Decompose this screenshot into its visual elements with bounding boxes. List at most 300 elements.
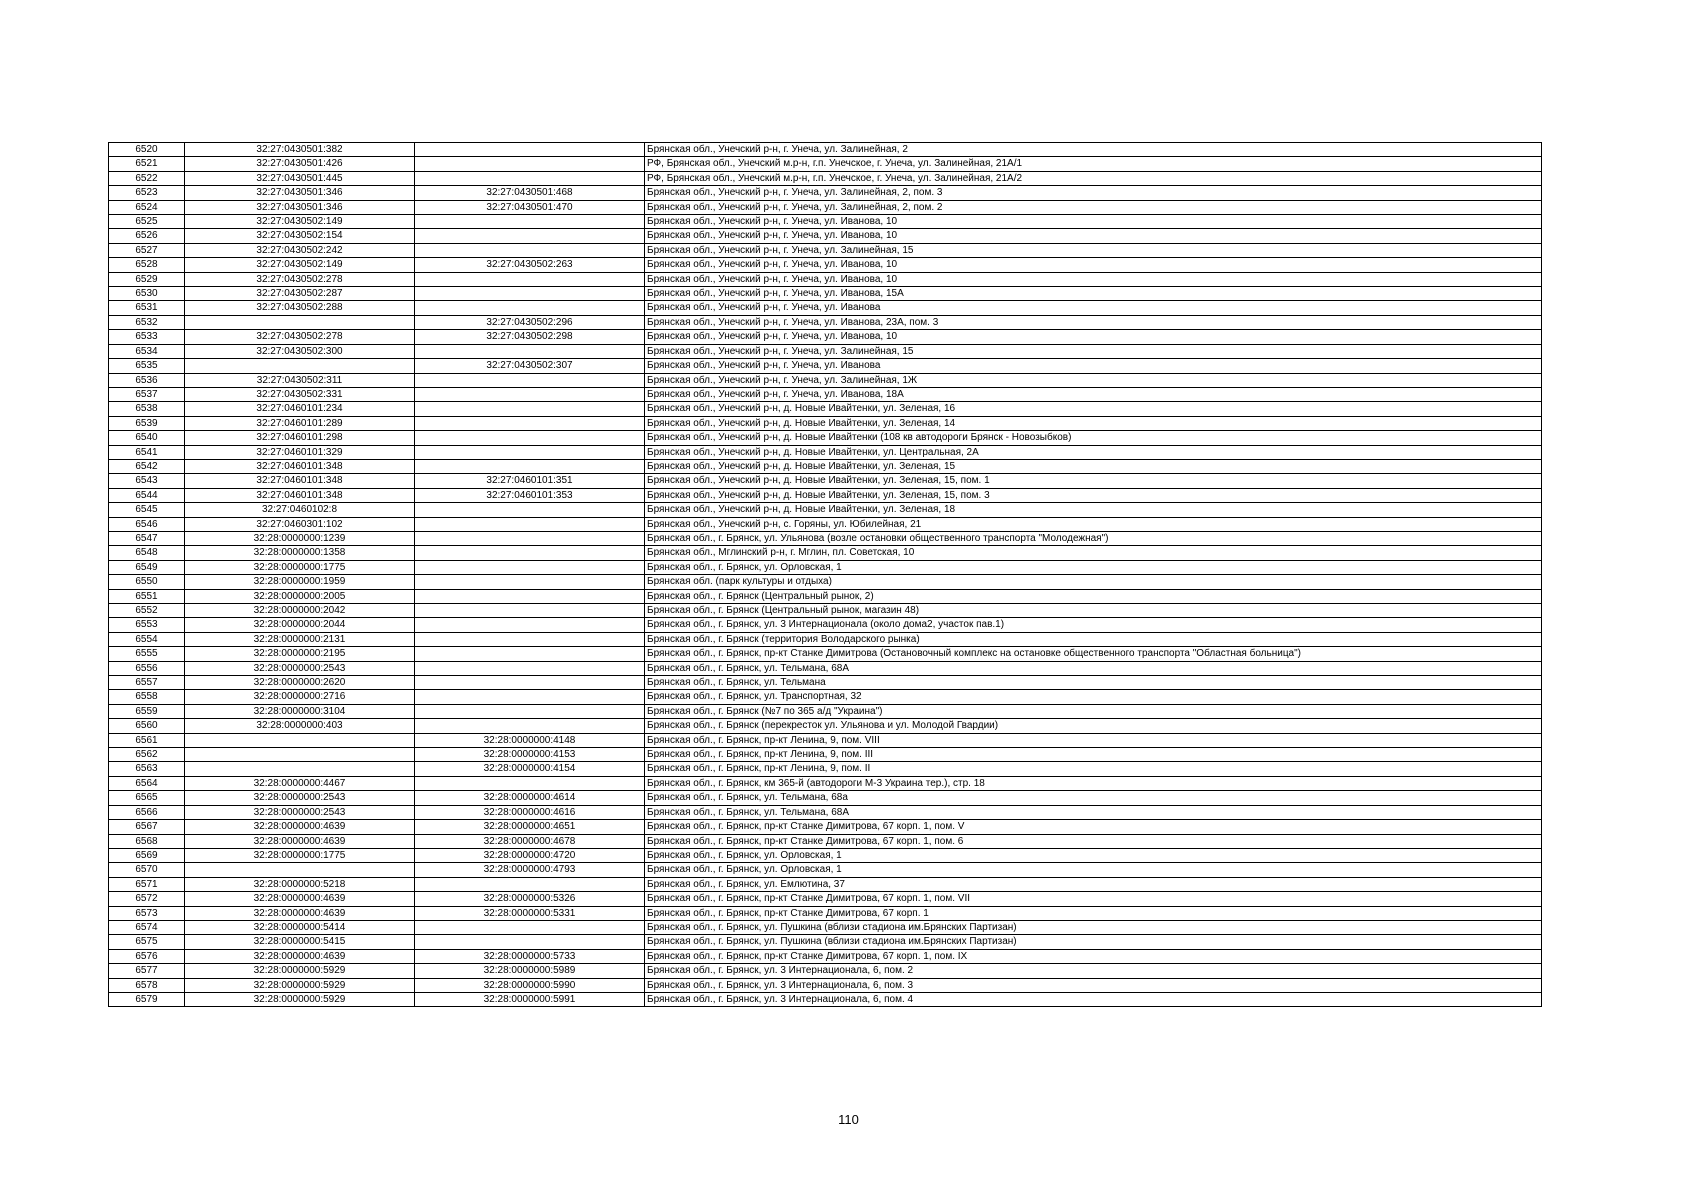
address-cell: Брянская обл., г. Брянск, ул. 3 Интернационала, 6, пом. 3 (645, 978, 1542, 992)
object-number-cell: 32:28:0000000:5326 (415, 892, 645, 906)
object-number-cell: 32:27:0460101:351 (415, 474, 645, 488)
row-number-cell: 6577 (109, 964, 185, 978)
cadastral-number-cell: 32:27:0460101:234 (185, 402, 415, 416)
cadastral-number-cell: 32:27:0430502:331 (185, 387, 415, 401)
row-number-cell: 6534 (109, 344, 185, 358)
address-cell: Брянская обл., Унечский р-н, д. Новые Ивайтенки, ул. Зеленая, 16 (645, 402, 1542, 416)
table-row (109, 618, 1542, 632)
object-number-cell (415, 531, 645, 545)
address-cell: РФ, Брянская обл., Унечский м.р-н, г.п. Унечское, г. Унеча, ул. Залинейная, 21А/2 (645, 171, 1542, 185)
object-number-cell (415, 920, 645, 934)
row-number-cell: 6524 (109, 200, 185, 214)
cadastral-number-cell (185, 762, 415, 776)
address-cell: Брянская обл., г. Брянск, ул. Тельмана (645, 676, 1542, 690)
row-number-cell: 6560 (109, 719, 185, 733)
object-number-cell: 32:28:0000000:4148 (415, 733, 645, 747)
row-number-cell: 6574 (109, 920, 185, 934)
row-number-cell: 6530 (109, 287, 185, 301)
object-number-cell (415, 445, 645, 459)
table-row (109, 848, 1542, 862)
row-number-cell: 6531 (109, 301, 185, 315)
cadastral-number-cell: 32:27:0460101:298 (185, 431, 415, 445)
table-row (109, 647, 1542, 661)
object-number-cell: 32:28:0000000:5331 (415, 906, 645, 920)
address-cell: Брянская обл., Унечский р-н, г. Унеча, ул. Залинейная, 1Ж (645, 373, 1542, 387)
object-number-cell (415, 877, 645, 891)
row-number-cell: 6545 (109, 503, 185, 517)
object-number-cell: 32:28:0000000:4651 (415, 820, 645, 834)
address-cell: Брянская обл., г. Брянск, ул. Тельмана, 68а (645, 791, 1542, 805)
cadastral-number-cell: 32:28:0000000:5218 (185, 877, 415, 891)
row-number-cell: 6547 (109, 531, 185, 545)
property-table (108, 142, 1542, 1007)
object-number-cell (415, 661, 645, 675)
table-row (109, 387, 1542, 401)
row-number-cell: 6575 (109, 935, 185, 949)
table-row (109, 243, 1542, 257)
cadastral-number-cell (185, 733, 415, 747)
table-row (109, 575, 1542, 589)
table-row (109, 373, 1542, 387)
row-number-cell: 6522 (109, 171, 185, 185)
row-number-cell: 6554 (109, 632, 185, 646)
table-row (109, 964, 1542, 978)
row-number-cell: 6571 (109, 877, 185, 891)
table-row (109, 719, 1542, 733)
table-row (109, 215, 1542, 229)
table-row (109, 560, 1542, 574)
cadastral-number-cell (185, 359, 415, 373)
address-cell: Брянская обл., г. Брянск, ул. Орловская, 1 (645, 848, 1542, 862)
cadastral-number-cell: 32:28:0000000:1358 (185, 546, 415, 560)
address-cell: Брянская обл. (парк культуры и отдыха) (645, 575, 1542, 589)
cadastral-number-cell: 32:28:0000000:2044 (185, 618, 415, 632)
object-number-cell: 32:28:0000000:4793 (415, 863, 645, 877)
cadastral-number-cell: 32:27:0430501:346 (185, 200, 415, 214)
object-number-cell (415, 373, 645, 387)
address-cell: Брянская обл., Мглинский р-н, г. Мглин, пл. Советская, 10 (645, 546, 1542, 560)
table-row (109, 589, 1542, 603)
address-cell: Брянская обл., г. Брянск, ул. Транспортная, 32 (645, 690, 1542, 704)
cadastral-number-cell: 32:28:0000000:5415 (185, 935, 415, 949)
table-row (109, 676, 1542, 690)
address-cell: Брянская обл., Унечский р-н, г. Унеча, ул. Иванова (645, 301, 1542, 315)
address-cell: Брянская обл., г. Брянск, ул. 3 Интернационала (около дома2, участок пав.1) (645, 618, 1542, 632)
object-number-cell: 32:28:0000000:4616 (415, 805, 645, 819)
object-number-cell: 32:28:0000000:4614 (415, 791, 645, 805)
cadastral-number-cell: 32:27:0430502:287 (185, 287, 415, 301)
object-number-cell (415, 647, 645, 661)
table-row (109, 143, 1542, 157)
row-number-cell: 6520 (109, 143, 185, 157)
cadastral-number-cell: 32:27:0430502:311 (185, 373, 415, 387)
row-number-cell: 6542 (109, 459, 185, 473)
address-cell: Брянская обл., г. Брянск, ул. Пушкина (вблизи стадиона им.Брянских Партизан) (645, 920, 1542, 934)
address-cell: Брянская обл., Унечский р-н, г. Унеча, ул. Иванова, 10 (645, 229, 1542, 243)
table-row (109, 258, 1542, 272)
object-number-cell (415, 690, 645, 704)
table-row (109, 402, 1542, 416)
object-number-cell (415, 459, 645, 473)
object-number-cell: 32:27:0430501:470 (415, 200, 645, 214)
object-number-cell (415, 776, 645, 790)
table-row (109, 978, 1542, 992)
row-number-cell: 6532 (109, 315, 185, 329)
row-number-cell: 6565 (109, 791, 185, 805)
table-row (109, 892, 1542, 906)
object-number-cell: 32:27:0430501:468 (415, 186, 645, 200)
table-row (109, 301, 1542, 315)
object-number-cell: 32:28:0000000:5991 (415, 992, 645, 1006)
cadastral-number-cell: 32:27:0460101:329 (185, 445, 415, 459)
cadastral-number-cell: 32:28:0000000:5929 (185, 978, 415, 992)
cadastral-number-cell: 32:28:0000000:5929 (185, 964, 415, 978)
cadastral-number-cell: 32:28:0000000:2042 (185, 604, 415, 618)
address-cell: Брянская обл., Унечский р-н, д. Новые Ивайтенки, ул. Зеленая, 14 (645, 416, 1542, 430)
row-number-cell: 6555 (109, 647, 185, 661)
row-number-cell: 6521 (109, 157, 185, 171)
cadastral-number-cell (185, 315, 415, 329)
cadastral-number-cell: 32:27:0430502:300 (185, 344, 415, 358)
table-row (109, 820, 1542, 834)
cadastral-number-cell: 32:28:0000000:1775 (185, 848, 415, 862)
address-cell: Брянская обл., Унечский р-н, г. Унеча, ул. Иванова, 10 (645, 215, 1542, 229)
object-number-cell: 32:28:0000000:4678 (415, 834, 645, 848)
row-number-cell: 6539 (109, 416, 185, 430)
cadastral-number-cell: 32:28:0000000:2620 (185, 676, 415, 690)
cadastral-number-cell: 32:28:0000000:2195 (185, 647, 415, 661)
object-number-cell (415, 143, 645, 157)
cadastral-number-cell: 32:27:0430502:149 (185, 258, 415, 272)
object-number-cell (415, 301, 645, 315)
table-row (109, 531, 1542, 545)
table-row (109, 416, 1542, 430)
address-cell: Брянская обл., Унечский р-н, д. Новые Ивайтенки, ул. Зеленая, 15, пом. 3 (645, 488, 1542, 502)
row-number-cell: 6564 (109, 776, 185, 790)
object-number-cell (415, 171, 645, 185)
row-number-cell: 6548 (109, 546, 185, 560)
address-cell: Брянская обл., г. Брянск, пр-кт Ленина, 9, пом. VIII (645, 733, 1542, 747)
table-row (109, 805, 1542, 819)
object-number-cell: 32:27:0430502:263 (415, 258, 645, 272)
object-number-cell (415, 402, 645, 416)
table-row (109, 272, 1542, 286)
cadastral-number-cell: 32:27:0460101:348 (185, 474, 415, 488)
table-row (109, 186, 1542, 200)
address-cell: Брянская обл., г. Брянск, пр-кт Ленина, 9, пом. II (645, 762, 1542, 776)
row-number-cell: 6528 (109, 258, 185, 272)
object-number-cell: 32:28:0000000:4720 (415, 848, 645, 862)
object-number-cell (415, 719, 645, 733)
cadastral-number-cell: 32:27:0430501:346 (185, 186, 415, 200)
table-row (109, 632, 1542, 646)
table-row (109, 920, 1542, 934)
address-cell: Брянская обл., г. Брянск, ул. Ульянова (возле остановки общественного транспорта "Молодежная") (645, 531, 1542, 545)
cadastral-number-cell: 32:27:0430502:278 (185, 272, 415, 286)
cadastral-number-cell: 32:27:0430501:426 (185, 157, 415, 171)
address-cell: Брянская обл., г. Брянск, пр-кт Станке Димитрова, 67 корп. 1 (645, 906, 1542, 920)
table-row (109, 776, 1542, 790)
object-number-cell (415, 704, 645, 718)
row-number-cell: 6540 (109, 431, 185, 445)
address-cell: Брянская обл., г. Брянск (Центральный рынок, магазин 48) (645, 604, 1542, 618)
page-number: 110 (838, 1112, 859, 1127)
address-cell: Брянская обл., г. Брянск, км 365-й (автодороги М-3 Украина тер.), стр. 18 (645, 776, 1542, 790)
row-number-cell: 6563 (109, 762, 185, 776)
table-row (109, 431, 1542, 445)
address-cell: Брянская обл., Унечский р-н, г. Унеча, ул. Залинейная, 2 (645, 143, 1542, 157)
row-number-cell: 6533 (109, 330, 185, 344)
cadastral-number-cell: 32:27:0430502:242 (185, 243, 415, 257)
object-number-cell (415, 387, 645, 401)
table-row (109, 229, 1542, 243)
object-number-cell: 32:28:0000000:5990 (415, 978, 645, 992)
cadastral-number-cell: 32:28:0000000:2005 (185, 589, 415, 603)
cadastral-number-cell: 32:28:0000000:1959 (185, 575, 415, 589)
table-row (109, 157, 1542, 171)
table-row (109, 762, 1542, 776)
cadastral-number-cell: 32:28:0000000:4639 (185, 949, 415, 963)
cadastral-number-cell: 32:28:0000000:1239 (185, 531, 415, 545)
address-cell: Брянская обл., Унечский р-н, г. Унеча, ул. Залинейная, 15 (645, 243, 1542, 257)
row-number-cell: 6541 (109, 445, 185, 459)
address-cell: Брянская обл., г. Брянск, пр-кт Ленина, 9, пом. III (645, 748, 1542, 762)
row-number-cell: 6551 (109, 589, 185, 603)
cadastral-number-cell: 32:28:0000000:2543 (185, 661, 415, 675)
cadastral-number-cell: 32:28:0000000:1775 (185, 560, 415, 574)
cadastral-number-cell: 32:28:0000000:4639 (185, 820, 415, 834)
cadastral-number-cell: 32:27:0430502:278 (185, 330, 415, 344)
table-row (109, 315, 1542, 329)
cadastral-number-cell: 32:28:0000000:4639 (185, 906, 415, 920)
cadastral-number-cell (185, 863, 415, 877)
object-number-cell (415, 344, 645, 358)
cadastral-number-cell: 32:27:0460102:8 (185, 503, 415, 517)
row-number-cell: 6538 (109, 402, 185, 416)
table-row (109, 171, 1542, 185)
row-number-cell: 6556 (109, 661, 185, 675)
cadastral-number-cell: 32:27:0460301:102 (185, 517, 415, 531)
cadastral-number-cell: 32:28:0000000:2543 (185, 791, 415, 805)
cadastral-number-cell: 32:27:0430502:288 (185, 301, 415, 315)
table-row (109, 661, 1542, 675)
address-cell: Брянская обл., г. Брянск (№7 по 365 а/д "Украина") (645, 704, 1542, 718)
object-number-cell: 32:27:0460101:353 (415, 488, 645, 502)
table-row (109, 359, 1542, 373)
address-cell: Брянская обл., Унечский р-н, д. Новые Ивайтенки, ул. Центральная, 2А (645, 445, 1542, 459)
cadastral-number-cell: 32:27:0430501:382 (185, 143, 415, 157)
object-number-cell (415, 287, 645, 301)
row-number-cell: 6546 (109, 517, 185, 531)
row-number-cell: 6523 (109, 186, 185, 200)
table-row (109, 690, 1542, 704)
address-cell: Брянская обл., Унечский р-н, г. Унеча, ул. Залинейная, 2, пом. 3 (645, 186, 1542, 200)
object-number-cell (415, 157, 645, 171)
cadastral-number-cell: 32:27:0460101:348 (185, 459, 415, 473)
address-cell: Брянская обл., г. Брянск, ул. Тельмана, 68А (645, 805, 1542, 819)
cadastral-number-cell: 32:28:0000000:4467 (185, 776, 415, 790)
object-number-cell (415, 935, 645, 949)
table-row (109, 503, 1542, 517)
table-row (109, 992, 1542, 1006)
object-number-cell: 32:27:0430502:298 (415, 330, 645, 344)
table-row (109, 748, 1542, 762)
object-number-cell (415, 243, 645, 257)
address-cell: Брянская обл., Унечский р-н, г. Унеча, ул. Залинейная, 15 (645, 344, 1542, 358)
address-cell: Брянская обл., Унечский р-н, с. Горяны, ул. Юбилейная, 21 (645, 517, 1542, 531)
address-cell: Брянская обл., Унечский р-н, д. Новые Ивайтенки (108 кв автодороги Брянск - Новозыбков) (645, 431, 1542, 445)
address-cell: Брянская обл., Унечский р-н, г. Унеча, ул. Иванова, 10 (645, 330, 1542, 344)
cadastral-number-cell: 32:28:0000000:4639 (185, 892, 415, 906)
row-number-cell: 6562 (109, 748, 185, 762)
cadastral-number-cell: 32:28:0000000:2131 (185, 632, 415, 646)
address-cell: Брянская обл., г. Брянск, пр-кт Станке Димитрова, 67 корп. 1, пом. IX (645, 949, 1542, 963)
object-number-cell (415, 215, 645, 229)
address-cell: Брянская обл., г. Брянск (территория Володарского рынка) (645, 632, 1542, 646)
address-cell: Брянская обл., г. Брянск (перекресток ул. Ульянова и ул. Молодой Гвардии) (645, 719, 1542, 733)
cadastral-number-cell: 32:28:0000000:4639 (185, 834, 415, 848)
address-cell: Брянская обл., г. Брянск, пр-кт Станке Димитрова, 67 корп. 1, пом. 6 (645, 834, 1542, 848)
row-number-cell: 6558 (109, 690, 185, 704)
address-cell: Брянская обл., г. Брянск, ул. 3 Интернационала, 6, пом. 4 (645, 992, 1542, 1006)
object-number-cell (415, 618, 645, 632)
object-number-cell (415, 589, 645, 603)
row-number-cell: 6525 (109, 215, 185, 229)
table-row (109, 517, 1542, 531)
table-row (109, 474, 1542, 488)
object-number-cell (415, 632, 645, 646)
row-number-cell: 6552 (109, 604, 185, 618)
cadastral-number-cell: 32:28:0000000:5414 (185, 920, 415, 934)
address-cell: Брянская обл., г. Брянск (Центральный рынок, 2) (645, 589, 1542, 603)
object-number-cell (415, 575, 645, 589)
row-number-cell: 6572 (109, 892, 185, 906)
object-number-cell (415, 676, 645, 690)
object-number-cell: 32:28:0000000:5989 (415, 964, 645, 978)
address-cell: Брянская обл., г. Брянск, пр-кт Станке Димитрова (Остановочный комплекс на остановке общественного транспорта "Областная больница") (645, 647, 1542, 661)
object-number-cell (415, 517, 645, 531)
table-row (109, 604, 1542, 618)
row-number-cell: 6573 (109, 906, 185, 920)
cadastral-number-cell: 32:27:0430501:445 (185, 171, 415, 185)
table-row (109, 546, 1542, 560)
cadastral-number-cell: 32:28:0000000:2716 (185, 690, 415, 704)
table-row (109, 906, 1542, 920)
object-number-cell: 32:27:0430502:296 (415, 315, 645, 329)
address-cell: Брянская обл., Унечский р-н, г. Унеча, ул. Залинейная, 2, пом. 2 (645, 200, 1542, 214)
table-row (109, 733, 1542, 747)
row-number-cell: 6535 (109, 359, 185, 373)
object-number-cell (415, 503, 645, 517)
cadastral-number-cell: 32:28:0000000:3104 (185, 704, 415, 718)
row-number-cell: 6549 (109, 560, 185, 574)
address-cell: Брянская обл., Унечский р-н, г. Унеча, ул. Иванова, 10 (645, 272, 1542, 286)
address-cell: Брянская обл., г. Брянск, ул. Орловская, 1 (645, 863, 1542, 877)
object-number-cell (415, 272, 645, 286)
row-number-cell: 6543 (109, 474, 185, 488)
table-row (109, 791, 1542, 805)
cadastral-number-cell: 32:27:0430502:149 (185, 215, 415, 229)
row-number-cell: 6526 (109, 229, 185, 243)
object-number-cell (415, 604, 645, 618)
row-number-cell: 6570 (109, 863, 185, 877)
table-row (109, 287, 1542, 301)
address-cell: Брянская обл., Унечский р-н, д. Новые Ивайтенки, ул. Зеленая, 18 (645, 503, 1542, 517)
address-cell: Брянская обл., г. Брянск, пр-кт Станке Димитрова, 67 корп. 1, пом. V (645, 820, 1542, 834)
table-row (109, 863, 1542, 877)
table-row (109, 488, 1542, 502)
row-number-cell: 6550 (109, 575, 185, 589)
row-number-cell: 6566 (109, 805, 185, 819)
address-cell: Брянская обл., Унечский р-н, г. Унеча, ул. Иванова, 10 (645, 258, 1542, 272)
address-cell: Брянская обл., Унечский р-н, д. Новые Ивайтенки, ул. Зеленая, 15, пом. 1 (645, 474, 1542, 488)
cadastral-number-cell: 32:27:0430502:154 (185, 229, 415, 243)
address-cell: Брянская обл., Унечский р-н, г. Унеча, ул. Иванова (645, 359, 1542, 373)
row-number-cell: 6579 (109, 992, 185, 1006)
table-row (109, 459, 1542, 473)
cadastral-number-cell: 32:28:0000000:2543 (185, 805, 415, 819)
cadastral-number-cell: 32:28:0000000:403 (185, 719, 415, 733)
address-cell: Брянская обл., Унечский р-н, г. Унеча, ул. Иванова, 15А (645, 287, 1542, 301)
row-number-cell: 6568 (109, 834, 185, 848)
table-row (109, 200, 1542, 214)
row-number-cell: 6544 (109, 488, 185, 502)
table-row (109, 445, 1542, 459)
row-number-cell: 6561 (109, 733, 185, 747)
table-row (109, 877, 1542, 891)
row-number-cell: 6578 (109, 978, 185, 992)
address-cell: РФ, Брянская обл., Унечский м.р-н, г.п. Унечское, г. Унеча, ул. Залинейная, 21А/1 (645, 157, 1542, 171)
address-cell: Брянская обл., Унечский р-н, д. Новые Ивайтенки, ул. Зеленая, 15 (645, 459, 1542, 473)
object-number-cell (415, 560, 645, 574)
object-number-cell (415, 416, 645, 430)
table-row (109, 704, 1542, 718)
row-number-cell: 6569 (109, 848, 185, 862)
object-number-cell: 32:28:0000000:5733 (415, 949, 645, 963)
row-number-cell: 6559 (109, 704, 185, 718)
row-number-cell: 6529 (109, 272, 185, 286)
table-row (109, 935, 1542, 949)
table-row (109, 330, 1542, 344)
row-number-cell: 6537 (109, 387, 185, 401)
cadastral-number-cell (185, 748, 415, 762)
row-number-cell: 6576 (109, 949, 185, 963)
object-number-cell: 32:28:0000000:4154 (415, 762, 645, 776)
table-row (109, 949, 1542, 963)
cadastral-number-cell: 32:27:0460101:289 (185, 416, 415, 430)
address-cell: Брянская обл., г. Брянск, ул. 3 Интернационала, 6, пом. 2 (645, 964, 1542, 978)
object-number-cell (415, 546, 645, 560)
address-cell: Брянская обл., г. Брянск, ул. Емлютина, 37 (645, 877, 1542, 891)
object-number-cell: 32:28:0000000:4153 (415, 748, 645, 762)
table-row (109, 834, 1542, 848)
row-number-cell: 6567 (109, 820, 185, 834)
address-cell: Брянская обл., г. Брянск, пр-кт Станке Димитрова, 67 корп. 1, пом. VII (645, 892, 1542, 906)
address-cell: Брянская обл., г. Брянск, ул. Орловская, 1 (645, 560, 1542, 574)
row-number-cell: 6553 (109, 618, 185, 632)
address-cell: Брянская обл., г. Брянск, ул. Тельмана, 68А (645, 661, 1542, 675)
row-number-cell: 6527 (109, 243, 185, 257)
address-cell: Брянская обл., г. Брянск, ул. Пушкина (вблизи стадиона им.Брянских Партизан) (645, 935, 1542, 949)
property-table-body (109, 143, 1542, 1007)
row-number-cell: 6557 (109, 676, 185, 690)
object-number-cell: 32:27:0430502:307 (415, 359, 645, 373)
table-row (109, 344, 1542, 358)
address-cell: Брянская обл., Унечский р-н, г. Унеча, ул. Иванова, 18А (645, 387, 1542, 401)
object-number-cell (415, 431, 645, 445)
cadastral-number-cell: 32:28:0000000:5929 (185, 992, 415, 1006)
row-number-cell: 6536 (109, 373, 185, 387)
